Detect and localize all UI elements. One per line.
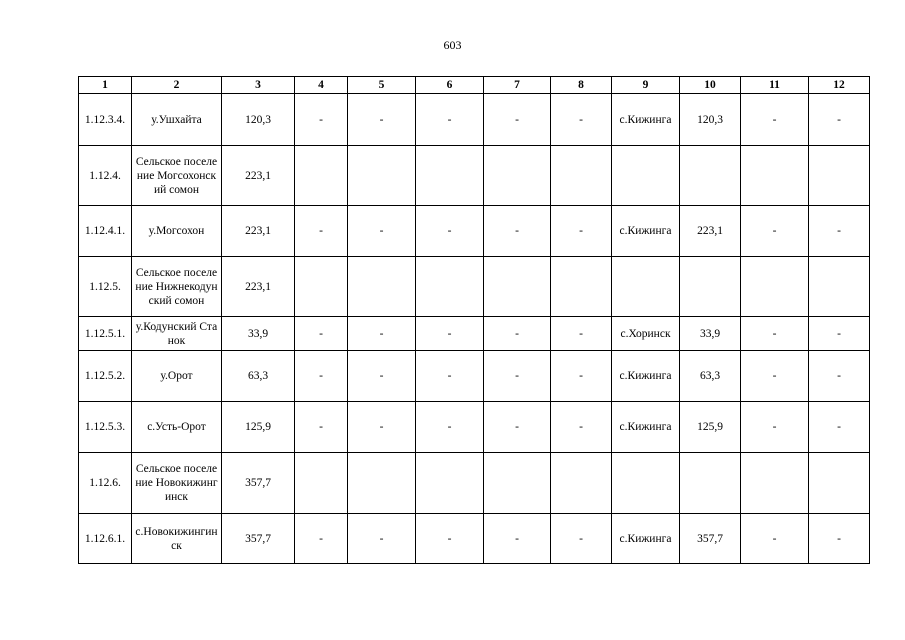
header-row — [79, 77, 870, 94]
value-cell: - — [348, 514, 416, 564]
code-cell: 1.12.6. — [79, 453, 132, 514]
value-cell — [484, 453, 551, 514]
location-cell: с.Кижинга — [612, 351, 680, 402]
value-cell: - — [348, 351, 416, 402]
value-cell — [348, 146, 416, 206]
value-cell: - — [295, 351, 348, 402]
name-cell: у.Могсохон — [132, 206, 222, 257]
header-cell: 11 — [741, 77, 809, 94]
value-cell — [809, 453, 870, 514]
value-cell: - — [348, 317, 416, 351]
value-cell: 33,9 — [222, 317, 295, 351]
name-cell: с.Усть-Орот — [132, 402, 222, 453]
table-row — [79, 257, 870, 317]
value-cell: - — [551, 206, 612, 257]
value-cell: 357,7 — [680, 514, 741, 564]
value-cell: - — [484, 514, 551, 564]
header-cell: 7 — [484, 77, 551, 94]
name-cell: у.Орот — [132, 351, 222, 402]
location-cell: с.Кижинга — [612, 94, 680, 146]
value-cell: - — [551, 514, 612, 564]
table-row — [79, 402, 870, 453]
value-cell: 120,3 — [680, 94, 741, 146]
value-cell: - — [551, 351, 612, 402]
table-row — [79, 453, 870, 514]
value-cell: 357,7 — [222, 453, 295, 514]
location-cell — [612, 257, 680, 317]
header-cell: 9 — [612, 77, 680, 94]
value-cell: - — [295, 206, 348, 257]
value-cell: 223,1 — [680, 206, 741, 257]
location-cell — [612, 146, 680, 206]
value-cell: - — [348, 94, 416, 146]
value-cell: 63,3 — [680, 351, 741, 402]
code-cell: 1.12.5.2. — [79, 351, 132, 402]
value-cell: - — [416, 351, 484, 402]
header-cell: 10 — [680, 77, 741, 94]
code-cell: 1.12.5.1. — [79, 317, 132, 351]
header-cell: 8 — [551, 77, 612, 94]
name-cell: с.Новокижингинск — [132, 514, 222, 564]
value-cell — [551, 146, 612, 206]
value-cell: - — [551, 94, 612, 146]
value-cell: - — [295, 317, 348, 351]
code-cell: 1.12.6.1. — [79, 514, 132, 564]
value-cell: - — [809, 514, 870, 564]
value-cell — [484, 257, 551, 317]
value-cell — [295, 146, 348, 206]
location-cell: с.Кижинга — [612, 402, 680, 453]
value-cell: - — [809, 94, 870, 146]
value-cell — [741, 146, 809, 206]
value-cell: - — [741, 402, 809, 453]
value-cell: - — [741, 351, 809, 402]
value-cell — [416, 146, 484, 206]
value-cell: 223,1 — [222, 146, 295, 206]
header-cell: 4 — [295, 77, 348, 94]
value-cell: - — [551, 402, 612, 453]
code-cell: 1.12.5.3. — [79, 402, 132, 453]
value-cell: 125,9 — [222, 402, 295, 453]
value-cell: - — [416, 402, 484, 453]
value-cell: 223,1 — [222, 206, 295, 257]
table-row — [79, 351, 870, 402]
table-row — [79, 514, 870, 564]
table-row — [79, 317, 870, 351]
code-cell: 1.12.4. — [79, 146, 132, 206]
value-cell: - — [741, 514, 809, 564]
location-cell — [612, 453, 680, 514]
name-cell: у.Ушхайта — [132, 94, 222, 146]
value-cell: - — [484, 402, 551, 453]
location-cell: с.Кижинга — [612, 206, 680, 257]
value-cell — [295, 257, 348, 317]
value-cell: - — [416, 94, 484, 146]
value-cell: - — [484, 317, 551, 351]
value-cell: - — [809, 402, 870, 453]
value-cell — [680, 453, 741, 514]
table-row — [79, 206, 870, 257]
value-cell: 357,7 — [222, 514, 295, 564]
header-cell: 3 — [222, 77, 295, 94]
value-cell — [680, 257, 741, 317]
value-cell: 63,3 — [222, 351, 295, 402]
code-cell: 1.12.5. — [79, 257, 132, 317]
value-cell: - — [416, 206, 484, 257]
value-cell — [348, 257, 416, 317]
table-row — [79, 94, 870, 146]
value-cell: - — [348, 206, 416, 257]
value-cell: 223,1 — [222, 257, 295, 317]
value-cell: 120,3 — [222, 94, 295, 146]
header-cell: 2 — [132, 77, 222, 94]
value-cell: 125,9 — [680, 402, 741, 453]
code-cell: 1.12.4.1. — [79, 206, 132, 257]
value-cell — [551, 257, 612, 317]
value-cell — [741, 257, 809, 317]
value-cell — [484, 146, 551, 206]
value-cell: - — [741, 94, 809, 146]
value-cell: - — [484, 206, 551, 257]
data-table — [78, 76, 870, 564]
value-cell: - — [551, 317, 612, 351]
value-cell: - — [295, 402, 348, 453]
value-cell: - — [295, 514, 348, 564]
code-cell: 1.12.3.4. — [79, 94, 132, 146]
table-row — [79, 146, 870, 206]
location-cell: с.Хоринск — [612, 317, 680, 351]
name-cell: у.Кодунский Станок — [132, 317, 222, 351]
value-cell: - — [809, 317, 870, 351]
value-cell — [680, 146, 741, 206]
value-cell: - — [295, 94, 348, 146]
value-cell: 33,9 — [680, 317, 741, 351]
name-cell: Сельское поселение Могсохонский сомон — [132, 146, 222, 206]
value-cell — [809, 257, 870, 317]
value-cell — [551, 453, 612, 514]
value-cell — [295, 453, 348, 514]
value-cell — [416, 453, 484, 514]
header-cell: 1 — [79, 77, 132, 94]
value-cell: - — [484, 351, 551, 402]
value-cell — [741, 453, 809, 514]
value-cell — [416, 257, 484, 317]
value-cell: - — [741, 206, 809, 257]
value-cell — [809, 146, 870, 206]
value-cell — [348, 453, 416, 514]
name-cell: Сельское поселение Новокижингинск — [132, 453, 222, 514]
value-cell: - — [809, 351, 870, 402]
header-cell: 5 — [348, 77, 416, 94]
value-cell: - — [416, 317, 484, 351]
header-cell: 6 — [416, 77, 484, 94]
value-cell: - — [809, 206, 870, 257]
location-cell: с.Кижинга — [612, 514, 680, 564]
value-cell: - — [484, 94, 551, 146]
name-cell: Сельское поселение Нижнекодунский сомон — [132, 257, 222, 317]
header-cell: 12 — [809, 77, 870, 94]
value-cell: - — [416, 514, 484, 564]
value-cell: - — [741, 317, 809, 351]
value-cell: - — [348, 402, 416, 453]
page-number: 603 — [443, 38, 462, 52]
